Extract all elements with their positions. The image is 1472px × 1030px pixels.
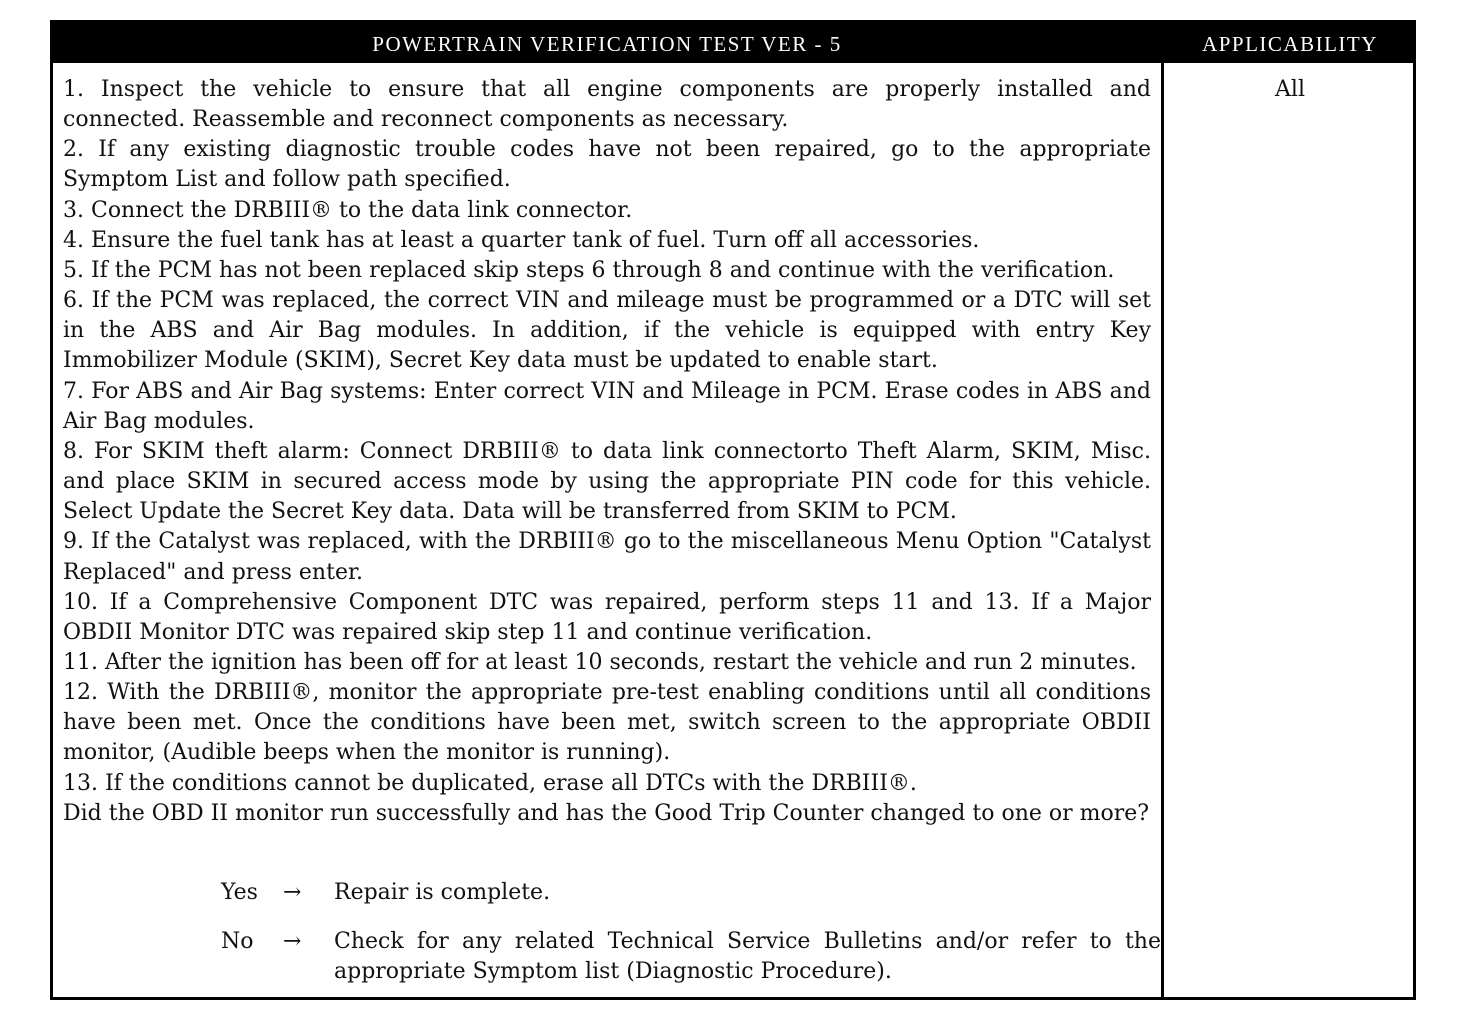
step-11: 11. After the ignition has been off for at least 10 seconds, restart the vehicle and run 2 minutes. [63,649,1137,675]
step-6: 6. If the PCM was replaced, the correct VIN and mileage must be programmed or a DTC will set in the ABS and Air Bag modules. In addition, if the vehicle is equipped with entry Key Immobilizer Module (SKIM), Secret Key data must be updated to enable start. [63,288,1151,374]
step-12: 12. With the DRBIII®, monitor the appropriate pre-test enabling conditions until all conditions have been met. Once the conditions have been met, switch screen to the appropriate OBDII monitor, (Audible beeps when the monitor is running). [63,680,1151,766]
yes-arrow-icon: → [283,880,302,905]
step-13: 13. If the conditions cannot be duplicated, erase all DTCs with the DRBIII®. [63,770,917,796]
step-8: 8. For SKIM theft alarm: Connect DRBIII® to data link connectorto Theft Alarm, SKIM, Misc. and place SKIM in secured access mode by using the appropriate PIN code for this vehicle. Select Update the Secret Key data. Data will be transferred from SKIM to PCM. [63,438,1151,525]
step-7: 7. For ABS and Air Bag systems: Enter correct VIN and Mileage in PCM. Erase codes in ABS and Air Bag modules. [63,378,1151,434]
column-divider [1161,63,1164,997]
result-no [63,927,1161,989]
no-arrow-icon: → [283,929,302,954]
step-9: 9. If the Catalyst was replaced, with the DRBIII® go to the miscellaneous Menu Option "Catalyst Replaced" and press enter. [63,529,1151,585]
step-3: 3. Connect the DRBIII® to the data link connector. [63,197,633,223]
result-yes [63,878,1161,908]
applicability-header: APPLICABILITY [1202,32,1378,56]
step-4: 4. Ensure the fuel tank has at least a quarter tank of fuel. Turn off all accessories. [63,227,980,253]
table-header [53,23,1413,63]
verification-question: Did the OBD II monitor run successfully and has the Good Trip Counter changed to one or more? [63,800,1150,826]
test-title: POWERTRAIN VERIFICATION TEST VER - 5 [372,32,842,56]
procedure-steps [63,75,1151,829]
no-outcome-text: Check for any related Technical Service Bulletins and/or refer to the appropriate Symptom list (Diagnostic Procedure). [334,929,1161,984]
verification-test-table [50,20,1416,1000]
step-5: 5. If the PCM has not been replaced skip steps 6 through 8 and continue with the verification. [63,257,1115,283]
no-label: No [221,929,254,954]
step-2: 2. If any existing diagnostic trouble codes have not been repaired, go to the appropriate Symptom List and follow path specified. [63,137,1151,193]
yes-outcome-text: Repair is complete. [334,880,551,905]
yes-label: Yes [221,880,258,905]
step-1: 1. Inspect the vehicle to ensure that all engine components are properly installed and connected. Reassemble and reconnect components as necessary. [63,77,1151,133]
step-10: 10. If a Comprehensive Component DTC was repaired, perform steps 11 and 13. If a Major OBDII Monitor DTC was repaired skip step 11 and continue verification. [63,589,1151,645]
applicability-value: All [1275,77,1305,102]
